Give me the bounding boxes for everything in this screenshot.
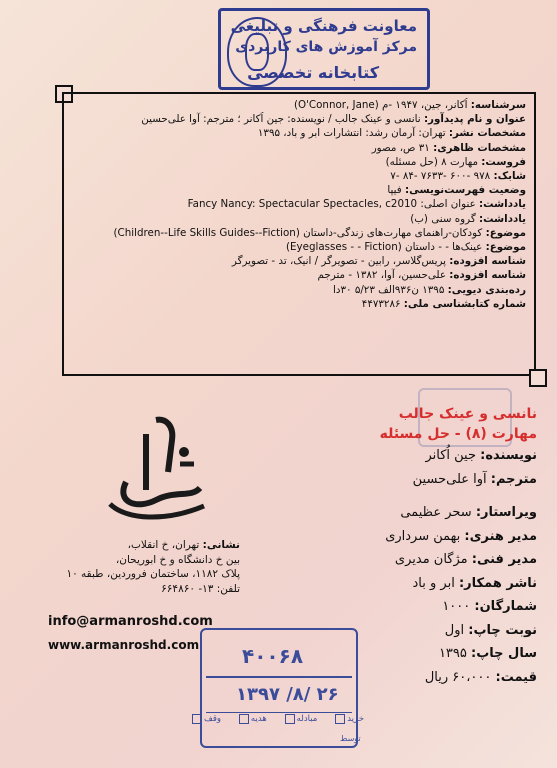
credit-edition: نوبت چاپ: اول — [444, 622, 537, 638]
stamp-line-1: معاونت فرهنگی و تبلیغی — [230, 17, 417, 35]
option-endowment: وقف — [192, 714, 221, 724]
cip-row: موضوع: کودکان-راهنمای مهارت‌های زندگی-داستان (Children--Life Skills Guides--Fiction) — [113, 226, 526, 239]
cip-row: رده‌بندی دیویی: ۱۳۹۵ ن۹۳۶الف ۵/۲۳ ۳۰دا — [333, 283, 526, 296]
credit-price: قیمت: ۶۰،۰۰۰ ریال — [424, 669, 537, 685]
publisher-email[interactable]: info@armanroshd.com — [48, 614, 213, 629]
box-corner-ornament — [529, 369, 547, 387]
publisher-logo-icon — [96, 412, 216, 530]
cip-row: مشخصات نشر: تهران: آرمان رشد: انتشارات ابر و باد، ۱۳۹۵ — [257, 127, 526, 140]
cip-row: شابک: ۹۷۸ -۶۰۰ -۷۶۳۳ -۸۴ -۷ — [390, 170, 526, 183]
credit-technical-director: مدیر فنی: مژگان مدیری — [394, 552, 537, 567]
credit-year: سال چاپ: ۱۳۹۵ — [438, 646, 537, 661]
cip-row: یادداشت: گروه سنی (ب) — [410, 212, 526, 225]
credit-editor: ویراستار: سحر عظیمی — [400, 505, 537, 520]
series-title: مهارت (۸) - حل مسئله — [379, 426, 537, 442]
book-title: نانسی و عینک جالب — [398, 406, 537, 422]
cip-row: فروست: مهارت ۸ (حل مسئله) — [385, 155, 526, 168]
cip-row: مشخصات ظاهری: ۳۱ ص، مصور — [371, 141, 526, 154]
cip-row: عنوان و نام پدیدآور: نانسی و عینک جالب / نویسنده: جین اُکانر ؛ مترجم: آوا علی‌حسین — [141, 113, 526, 126]
stamp-line-3: کتابخانه تخصصی — [247, 63, 379, 82]
cip-row: شناسه افزوده: پریس‌گلاسر، رابین - تصویرگر / انیک، تد - تصویرگر — [231, 255, 526, 268]
cip-row: موضوع: عینک‌ها - - داستان (Eyeglasses - - Fiction) — [285, 241, 526, 254]
publisher-address: نشانی: تهران، خ انقلاب، بین خ دانشگاه و خ ابوریحان، پلاک ۱۱۸۲، ساختمان فروردین، طبقه ۱۰ تلفن: ۱۳- ۶۶۴۸۶۰ — [66, 539, 240, 595]
credit-translator: مترجم: آوا علی‌حسین — [412, 471, 537, 487]
cip-row: سرشناسه: اُکانر، جین، ۱۹۴۷ -م (O'Connor, Jane) — [293, 99, 526, 111]
publisher-website[interactable]: www.armanroshd.com — [48, 638, 200, 652]
accession-stamp — [200, 628, 364, 748]
cip-row: شماره کتابشناسی ملی: ۴۴۷۳۲۸۶ — [361, 297, 526, 310]
credit-print-run: شمارگان: ۱۰۰۰ — [442, 599, 537, 614]
credit-author: نویسنده: جین اُکانر — [425, 448, 537, 463]
credit-art-director: مدیر هنری: بهمن سرداری — [385, 528, 537, 544]
stamp-line-2: مرکز آموزش های کاربردی — [235, 39, 417, 55]
option-exchange: مبادله — [285, 714, 318, 724]
library-stamp — [218, 8, 430, 90]
cip-row: وضعیت فهرست‌نویسی: فیپا — [387, 184, 526, 197]
stamp-by-label: توسط — [340, 734, 361, 743]
accession-date: ۱۳۹۷ /۸/ ۲۶ — [236, 684, 339, 705]
acquisition-options — [192, 714, 364, 724]
credit-co-publisher: ناشر همکار: ابر و باد — [412, 575, 537, 591]
option-purchase: خرید — [335, 714, 364, 724]
cip-row: یادداشت: عنوان اصلی: Fancy Nancy: Spectacular Spectacles, c2010 — [187, 198, 526, 211]
option-gift: هدیه — [239, 714, 267, 724]
cip-row: شناسه افزوده: علی‌حسین، آوا، ۱۳۸۲ - مترجم — [317, 269, 526, 282]
cataloging-record — [62, 92, 536, 376]
accession-number: ۴۰۰۶۸ — [242, 644, 304, 668]
